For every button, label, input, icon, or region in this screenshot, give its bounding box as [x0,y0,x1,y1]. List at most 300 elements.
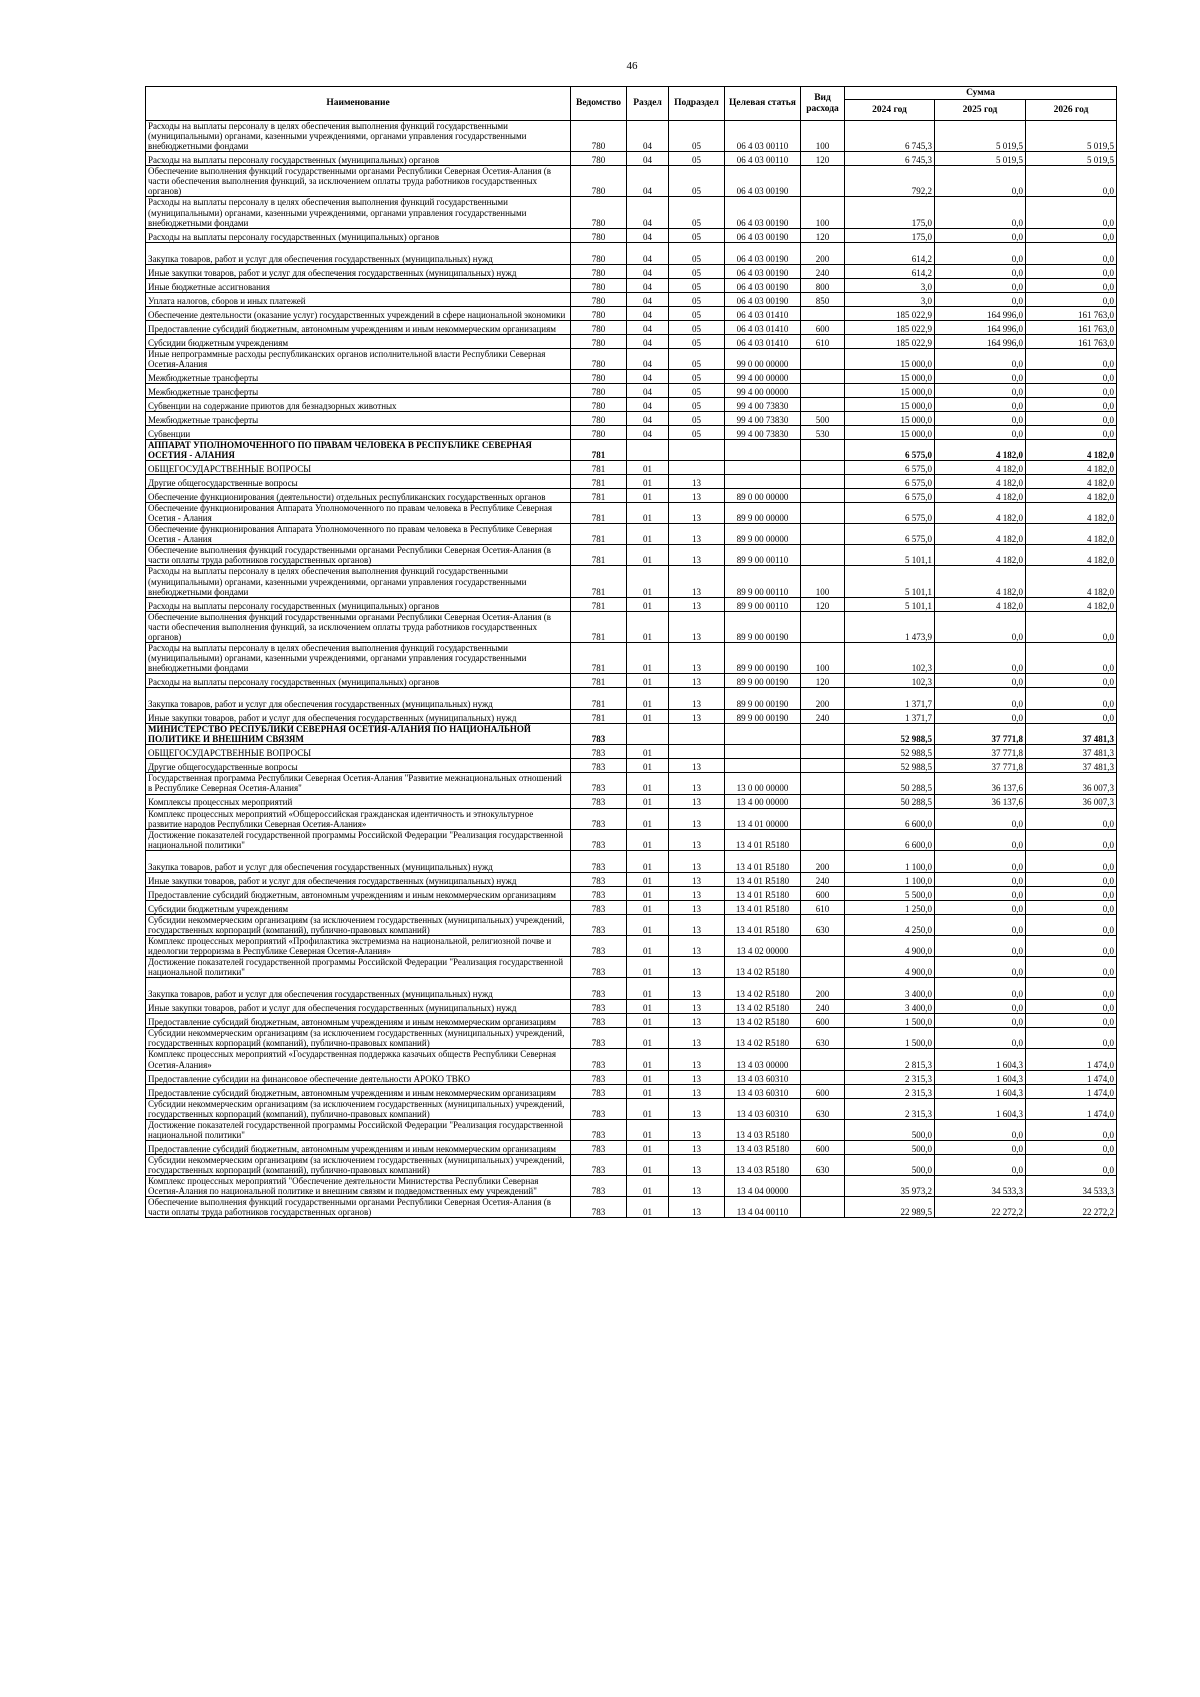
row-sum-2026: 161 763,0 [1026,320,1117,334]
row-ved: 783 [571,1197,627,1218]
row-ved: 781 [571,489,627,503]
table-row [146,197,1117,228]
row-podrazdel: 13 [669,1176,725,1197]
table-body [146,121,1117,1218]
row-name: Расходы на выплаты персоналу в целях обеспечения выполнения функций государственными (муниципальными) органами, казенными учреждениями, органами управления государственными внебюджетными фондами [146,642,571,673]
row-cs [725,475,801,489]
row-sum-2026: 4 182,0 [1026,461,1117,475]
row-name: Расходы на выплаты персоналу государственных (муниципальных) органов [146,228,571,242]
row-name: Комплекс процессных мероприятий "Обеспечение деятельности Министерства Республики Северная Осетия-Алания по национальной политике и внешним связям и подведомственных ему учреждений" [146,1176,571,1197]
row-name: Обеспечение деятельности (оказание услуг) государственных учреждений в сфере национальной экономики [146,306,571,320]
row-podrazdel: 05 [669,278,725,292]
row-name: Иные бюджетные ассигнования [146,278,571,292]
table-row [146,475,1117,489]
row-vr [801,808,845,829]
row-razdel: 01 [627,957,669,978]
row-sum-2025: 37 771,8 [935,724,1026,745]
row-podrazdel: 13 [669,978,725,1000]
table-row [146,1049,1117,1070]
row-sum-2024: 22 989,5 [845,1197,935,1218]
row-vr [801,935,845,956]
row-name: Закупка товаров, работ и услуг для обеспечения государственных (муниципальных) нужд [146,850,571,872]
row-sum-2025: 0,0 [935,166,1026,197]
row-sum-2025: 0,0 [935,425,1026,439]
row-cs: 13 4 02 R5180 [725,1028,801,1049]
row-name: Предоставление субсидий бюджетным, автономным учреждениям и иным некоммерческим организациям [146,320,571,334]
row-sum-2026: 4 182,0 [1026,524,1117,545]
row-vr: 500 [801,411,845,425]
row-razdel: 01 [627,1084,669,1098]
row-cs: 13 4 03 R5180 [725,1154,801,1175]
row-sum-2025: 36 137,6 [935,773,1026,794]
row-podrazdel: 05 [669,425,725,439]
row-sum-2025: 5 019,5 [935,152,1026,166]
row-sum-2026: 34 533,3 [1026,1176,1117,1197]
row-name: Закупка товаров, работ и услуг для обеспечения государственных (муниципальных) нужд [146,688,571,710]
row-razdel: 01 [627,611,669,642]
row-sum-2026: 4 182,0 [1026,597,1117,611]
row-name: Государственная программа Республики Северная Осетия-Алания "Развитие межнациональных отношений в Республике Северная Осетия-Алания" [146,773,571,794]
row-podrazdel: 13 [669,566,725,597]
row-vr [801,524,845,545]
row-podrazdel: 13 [669,1197,725,1218]
row-ved: 783 [571,808,627,829]
row-sum-2026: 5 019,5 [1026,121,1117,152]
table-row [146,348,1117,369]
row-sum-2026: 36 007,3 [1026,794,1117,808]
row-ved: 781 [571,611,627,642]
row-sum-2026: 4 182,0 [1026,475,1117,489]
table-row [146,914,1117,935]
row-cs [725,759,801,773]
table-row [146,850,1117,872]
row-sum-2026: 4 182,0 [1026,503,1117,524]
table-row [146,1197,1117,1218]
row-sum-2025: 0,0 [935,1028,1026,1049]
header-2025: 2025 год [935,100,1026,121]
row-podrazdel [669,461,725,475]
row-sum-2024: 175,0 [845,197,935,228]
row-name: Субвенции на содержание приютов для безнадзорных животных [146,397,571,411]
row-razdel: 01 [627,914,669,935]
row-cs: 99 4 00 73830 [725,411,801,425]
row-name: Субсидии некоммерческим организациям (за исключением государственных (муниципальных) учреждений, государственных корпораций (компаний), публично-правовых компаний) [146,1028,571,1049]
row-podrazdel: 13 [669,1070,725,1084]
row-ved: 780 [571,228,627,242]
row-vr: 120 [801,152,845,166]
row-vr: 600 [801,886,845,900]
table-row [146,1028,1117,1049]
table-row [146,957,1117,978]
row-sum-2026: 4 182,0 [1026,439,1117,460]
row-razdel: 01 [627,886,669,900]
row-sum-2024: 185 022,9 [845,320,935,334]
row-sum-2024: 6 575,0 [845,439,935,460]
row-ved: 780 [571,292,627,306]
row-sum-2024: 1 250,0 [845,900,935,914]
row-cs: 13 4 01 00000 [725,808,801,829]
row-sum-2026: 0,0 [1026,808,1117,829]
row-cs [725,439,801,460]
row-vr: 100 [801,197,845,228]
row-ved: 780 [571,320,627,334]
table-row [146,524,1117,545]
row-sum-2024: 6 575,0 [845,524,935,545]
row-sum-2024: 3 400,0 [845,978,935,1000]
row-razdel: 01 [627,745,669,759]
row-sum-2025: 0,0 [935,397,1026,411]
row-sum-2024: 6 575,0 [845,475,935,489]
row-razdel: 01 [627,900,669,914]
row-name: Иные закупки товаров, работ и услуг для обеспечения государственных (муниципальных) нужд [146,264,571,278]
row-cs: 89 9 00 00110 [725,566,801,597]
row-ved: 781 [571,503,627,524]
row-sum-2025: 0,0 [935,264,1026,278]
row-sum-2026: 0,0 [1026,411,1117,425]
row-razdel: 04 [627,166,669,197]
row-name: Иные закупки товаров, работ и услуг для обеспечения государственных (муниципальных) нужд [146,1000,571,1014]
row-sum-2025: 0,0 [935,674,1026,688]
row-sum-2024: 185 022,9 [845,306,935,320]
row-ved: 780 [571,166,627,197]
row-razdel: 01 [627,489,669,503]
row-podrazdel: 13 [669,1084,725,1098]
row-sum-2026: 0,0 [1026,397,1117,411]
table-row [146,264,1117,278]
table-row [146,489,1117,503]
table-row [146,1119,1117,1140]
row-sum-2026: 0,0 [1026,1000,1117,1014]
row-ved: 783 [571,886,627,900]
row-vr: 530 [801,425,845,439]
row-cs: 13 4 02 R5180 [725,1014,801,1028]
row-name: Обеспечение функционирования Аппарата Уполномоченного по правам человека в Республике Северная Осетия - Алания [146,524,571,545]
row-ved: 783 [571,872,627,886]
row-razdel: 04 [627,152,669,166]
row-sum-2026: 0,0 [1026,688,1117,710]
row-name: Межбюджетные трансферты [146,369,571,383]
row-sum-2024: 1 371,7 [845,710,935,724]
row-cs: 06 4 03 00190 [725,197,801,228]
row-ved: 780 [571,197,627,228]
row-vr [801,489,845,503]
row-sum-2025: 0,0 [935,850,1026,872]
row-cs: 13 4 01 R5180 [725,900,801,914]
row-sum-2024: 500,0 [845,1140,935,1154]
row-sum-2026: 37 481,3 [1026,745,1117,759]
row-razdel: 01 [627,503,669,524]
row-name: Другие общегосударственные вопросы [146,475,571,489]
row-sum-2025: 37 771,8 [935,759,1026,773]
table-row [146,935,1117,956]
row-cs: 99 0 00 00000 [725,348,801,369]
row-sum-2024: 792,2 [845,166,935,197]
row-cs: 99 4 00 00000 [725,383,801,397]
row-name: Расходы на выплаты персоналу в целях обеспечения выполнения функций государственными (муниципальными) органами, казенными учреждениями, органами управления государственными внебюджетными фондами [146,197,571,228]
row-sum-2025: 0,0 [935,978,1026,1000]
row-sum-2024: 1 500,0 [845,1028,935,1049]
table-row [146,745,1117,759]
row-sum-2026: 0,0 [1026,611,1117,642]
row-sum-2025: 1 604,3 [935,1084,1026,1098]
row-sum-2024: 15 000,0 [845,397,935,411]
row-ved: 781 [571,461,627,475]
row-sum-2025: 0,0 [935,1154,1026,1175]
row-sum-2024: 2 815,3 [845,1049,935,1070]
row-vr: 100 [801,642,845,673]
row-sum-2026: 0,0 [1026,978,1117,1000]
row-podrazdel: 13 [669,872,725,886]
row-podrazdel: 13 [669,489,725,503]
row-sum-2026: 0,0 [1026,886,1117,900]
row-ved: 783 [571,978,627,1000]
row-sum-2026: 0,0 [1026,900,1117,914]
table-row [146,397,1117,411]
row-podrazdel: 05 [669,397,725,411]
row-cs: 13 0 00 00000 [725,773,801,794]
row-sum-2024: 1 500,0 [845,1014,935,1028]
row-sum-2025: 4 182,0 [935,475,1026,489]
row-razdel: 04 [627,242,669,264]
row-sum-2025: 4 182,0 [935,503,1026,524]
row-razdel: 01 [627,475,669,489]
row-vr [801,306,845,320]
row-podrazdel: 13 [669,886,725,900]
row-podrazdel: 05 [669,242,725,264]
row-sum-2024: 4 900,0 [845,957,935,978]
row-razdel: 01 [627,1140,669,1154]
row-sum-2026: 0,0 [1026,369,1117,383]
row-cs: 89 9 00 00190 [725,688,801,710]
row-sum-2026: 0,0 [1026,829,1117,850]
row-ved: 783 [571,914,627,935]
row-sum-2025: 164 996,0 [935,306,1026,320]
table-row [146,503,1117,524]
row-ved: 783 [571,1154,627,1175]
row-vr [801,383,845,397]
row-vr: 850 [801,292,845,306]
row-sum-2025: 0,0 [935,710,1026,724]
row-vr [801,745,845,759]
row-sum-2025: 0,0 [935,886,1026,900]
row-cs: 13 4 01 R5180 [725,886,801,900]
row-name: Субсидии бюджетным учреждениям [146,334,571,348]
row-razdel [627,439,669,460]
row-name: Субсидии некоммерческим организациям (за исключением государственных (муниципальных) учреждений, государственных корпораций (компаний), публично-правовых компаний) [146,914,571,935]
row-sum-2026: 0,0 [1026,1140,1117,1154]
row-vr [801,475,845,489]
row-ved: 780 [571,306,627,320]
row-sum-2025: 4 182,0 [935,566,1026,597]
row-cs: 06 4 03 00190 [725,242,801,264]
row-sum-2024: 52 988,5 [845,759,935,773]
row-sum-2025: 0,0 [935,611,1026,642]
row-ved: 783 [571,1014,627,1028]
row-name: Обеспечение выполнения функций государственными органами Республики Северная Осетия-Алания (в части обеспечения выполнения функций, за исключением оплаты труда работников государственных органов) [146,166,571,197]
row-vr [801,773,845,794]
row-sum-2025: 0,0 [935,383,1026,397]
row-cs [725,461,801,475]
row-razdel: 01 [627,759,669,773]
row-vr: 610 [801,900,845,914]
header-2026: 2026 год [1026,100,1117,121]
table-row [146,773,1117,794]
row-vr [801,1049,845,1070]
row-ved: 780 [571,411,627,425]
header-podrazdel: Подраздел [669,87,725,121]
table-row [146,228,1117,242]
row-sum-2026: 0,0 [1026,850,1117,872]
row-razdel: 01 [627,642,669,673]
row-ved: 780 [571,264,627,278]
row-sum-2026: 37 481,3 [1026,759,1117,773]
row-sum-2024: 102,3 [845,674,935,688]
table-row [146,278,1117,292]
header-cs: Целевая статья [725,87,801,121]
row-sum-2024: 52 988,5 [845,724,935,745]
row-cs: 99 4 00 73830 [725,397,801,411]
row-ved: 783 [571,759,627,773]
row-ved: 783 [571,957,627,978]
row-sum-2024: 5 101,1 [845,545,935,566]
row-razdel: 01 [627,1070,669,1084]
row-sum-2025: 164 996,0 [935,334,1026,348]
row-sum-2025: 1 604,3 [935,1098,1026,1119]
row-razdel: 01 [627,1154,669,1175]
row-ved: 783 [571,794,627,808]
row-podrazdel: 13 [669,759,725,773]
row-podrazdel: 05 [669,383,725,397]
row-podrazdel: 13 [669,642,725,673]
header-name: Наименование [146,87,571,121]
row-sum-2026: 0,0 [1026,642,1117,673]
row-name: Обеспечение выполнения функций государственными органами Республики Северная Осетия-Алания (в части обеспечения выполнения функций, за исключением оплаты труда работников государственных органов) [146,611,571,642]
row-sum-2026: 22 272,2 [1026,1197,1117,1218]
table-row [146,642,1117,673]
row-ved: 780 [571,152,627,166]
row-sum-2026: 0,0 [1026,425,1117,439]
row-vr [801,724,845,745]
row-vr: 120 [801,228,845,242]
row-cs: 06 4 03 00190 [725,292,801,306]
table-row [146,545,1117,566]
row-sum-2025: 0,0 [935,642,1026,673]
row-sum-2026: 1 474,0 [1026,1084,1117,1098]
row-razdel [627,724,669,745]
row-sum-2025: 4 182,0 [935,597,1026,611]
row-sum-2026: 0,0 [1026,348,1117,369]
row-vr [801,348,845,369]
row-cs [725,724,801,745]
row-podrazdel: 13 [669,688,725,710]
row-sum-2026: 0,0 [1026,872,1117,886]
row-vr: 630 [801,1098,845,1119]
row-name: Обеспечение функционирования Аппарата Уполномоченного по правам человека в Республике Северная Осетия - Алания [146,503,571,524]
row-name: Расходы на выплаты персоналу в целях обеспечения выполнения функций государственными (муниципальными) органами, казенными учреждениями, органами управления государственными внебюджетными фондами [146,566,571,597]
row-ved: 780 [571,397,627,411]
row-sum-2024: 500,0 [845,1119,935,1140]
row-podrazdel [669,745,725,759]
row-sum-2025: 22 272,2 [935,1197,1026,1218]
row-podrazdel: 05 [669,228,725,242]
table-row [146,759,1117,773]
table-row [146,292,1117,306]
row-vr [801,829,845,850]
row-razdel: 01 [627,1197,669,1218]
row-vr: 600 [801,320,845,334]
row-sum-2026: 37 481,3 [1026,724,1117,745]
row-razdel: 01 [627,524,669,545]
row-ved: 783 [571,935,627,956]
row-sum-2025: 1 604,3 [935,1049,1026,1070]
row-cs: 13 4 02 R5180 [725,1000,801,1014]
row-sum-2026: 0,0 [1026,197,1117,228]
row-sum-2025: 0,0 [935,1014,1026,1028]
row-razdel: 04 [627,369,669,383]
table-row [146,872,1117,886]
row-podrazdel: 13 [669,914,725,935]
row-sum-2024: 6 575,0 [845,489,935,503]
row-sum-2025: 36 137,6 [935,794,1026,808]
row-vr: 100 [801,566,845,597]
row-sum-2025: 0,0 [935,900,1026,914]
row-cs: 13 4 03 00000 [725,1049,801,1070]
table-row [146,688,1117,710]
row-cs: 89 9 00 00190 [725,642,801,673]
row-name: Предоставление субсидий бюджетным, автономным учреждениям и иным некоммерческим организациям [146,886,571,900]
row-razdel: 04 [627,197,669,228]
row-sum-2025: 4 182,0 [935,461,1026,475]
row-razdel: 04 [627,411,669,425]
table-row [146,794,1117,808]
row-sum-2025: 0,0 [935,1119,1026,1140]
row-cs: 13 4 04 00110 [725,1197,801,1218]
row-cs: 13 4 01 R5180 [725,829,801,850]
table-row [146,334,1117,348]
row-podrazdel: 13 [669,1049,725,1070]
row-name: Закупка товаров, работ и услуг для обеспечения государственных (муниципальных) нужд [146,242,571,264]
row-podrazdel: 13 [669,503,725,524]
table-row [146,411,1117,425]
row-sum-2026: 0,0 [1026,228,1117,242]
row-sum-2024: 4 250,0 [845,914,935,935]
table-row [146,306,1117,320]
row-sum-2026: 161 763,0 [1026,334,1117,348]
row-razdel: 01 [627,1028,669,1049]
row-razdel: 01 [627,978,669,1000]
row-vr [801,166,845,197]
row-ved: 783 [571,1049,627,1070]
row-sum-2025: 1 604,3 [935,1070,1026,1084]
row-cs: 06 4 03 01410 [725,306,801,320]
row-vr [801,461,845,475]
table-row [146,566,1117,597]
row-podrazdel: 13 [669,829,725,850]
row-podrazdel: 13 [669,1028,725,1049]
row-name: Субсидии некоммерческим организациям (за исключением государственных (муниципальных) учреждений, государственных корпораций (компаний), публично-правовых компаний) [146,1154,571,1175]
row-vr: 240 [801,264,845,278]
row-podrazdel: 13 [669,957,725,978]
row-vr [801,759,845,773]
row-sum-2025: 0,0 [935,688,1026,710]
row-vr: 630 [801,1154,845,1175]
row-name: Обеспечение выполнения функций государственными органами Республики Северная Осетия-Алания (в части оплаты труда работников государственных органов) [146,1197,571,1218]
row-name: Предоставление субсидии на финансовое обеспечение деятельности АРОКО ТВКО [146,1070,571,1084]
row-sum-2025: 37 771,8 [935,745,1026,759]
row-cs: 89 9 00 00110 [725,545,801,566]
row-name: Комплекс процессных мероприятий «Общероссийская гражданская идентичность и этнокультурное развитие народов Республики Северная Осетия-Алания» [146,808,571,829]
row-sum-2026: 1 474,0 [1026,1098,1117,1119]
